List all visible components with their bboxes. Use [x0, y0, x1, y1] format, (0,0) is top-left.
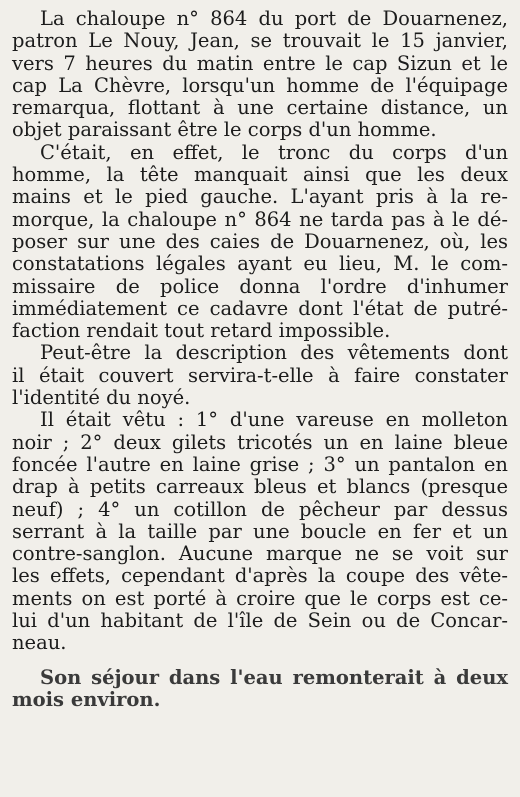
text-line: lui d'un habitant de l'île de Sein ou de Concar-	[12, 609, 508, 633]
text-line: noir ; 2° deux gilets tricotés un en laine bleue	[12, 430, 508, 454]
text-line: objet paraissant être le corps d'un homme.	[12, 118, 437, 142]
text-line: patron Le Nouy, Jean, se trouvait le 15 janvier,	[12, 29, 508, 53]
paragraph-body-description	[12, 142, 508, 343]
text-line: faction rendait tout retard impossible.	[12, 319, 391, 343]
paragraph-clothing-list	[12, 409, 508, 654]
text-line: immédiatement ce cadavre dont l'état de putré-	[12, 296, 508, 320]
text-line: La chaloupe n° 864 du port de Douarnenez,	[40, 7, 508, 30]
text-line: cap La Chèvre, lorsqu'un homme de l'équipage	[12, 73, 508, 97]
text-line: Peut-être la description des vêtements dont	[40, 341, 508, 365]
paragraph-clothing-intro	[12, 342, 508, 409]
text-line: il était couvert servira-t-elle à faire constater	[12, 363, 508, 387]
text-line: serrant à la taille par une boucle en fer et un	[12, 519, 508, 543]
text-line: vers 7 heures du matin entre le cap Sizun et le	[12, 51, 508, 75]
text-line: mains et le pied gauche. L'ayant pris à la re-	[12, 185, 508, 209]
text-line: les effets, cependant d'après la coupe des vête-	[12, 564, 508, 588]
text-line: morque, la chaloupe n° 864 ne tarda pas à le dé-	[12, 207, 508, 231]
text-line: poser sur une des caies de Douarnenez, où, les	[12, 229, 508, 253]
text-line: neau.	[12, 631, 67, 655]
text-line: Son séjour dans l'eau remonterait à deux	[40, 665, 508, 689]
paragraph-discovery	[12, 8, 508, 142]
text-line: drap à petits carreaux bleus et blancs (presque	[12, 475, 508, 499]
text-line: l'identité du noyé.	[12, 386, 191, 410]
text-line: C'était, en effet, le tronc du corps d'un	[40, 140, 508, 164]
text-line: Il était vêtu : 1° d'une vareuse en molleton	[40, 408, 508, 432]
text-line: mois environ.	[12, 687, 161, 711]
text-line: contre-sanglon. Aucune marque ne se voit sur	[12, 542, 508, 566]
text-line: foncée l'autre en laine grise ; 3° un pantalon en	[12, 452, 508, 476]
text-line: missaire de police donna l'ordre d'inhumer	[12, 274, 508, 298]
text-line: neuf) ; 4° un cotillon de pêcheur par dessus	[12, 497, 508, 521]
text-line: constatations légales ayant eu lieu, M. le com-	[12, 252, 508, 276]
text-line: homme, la tête manquait ainsi que les deux	[12, 163, 508, 187]
paragraph-closing	[12, 667, 508, 712]
text-line: ments on est porté à croire que le corps est ce-	[12, 586, 508, 610]
text-line: remarqua, flottant à une certaine distance, un	[12, 96, 508, 120]
